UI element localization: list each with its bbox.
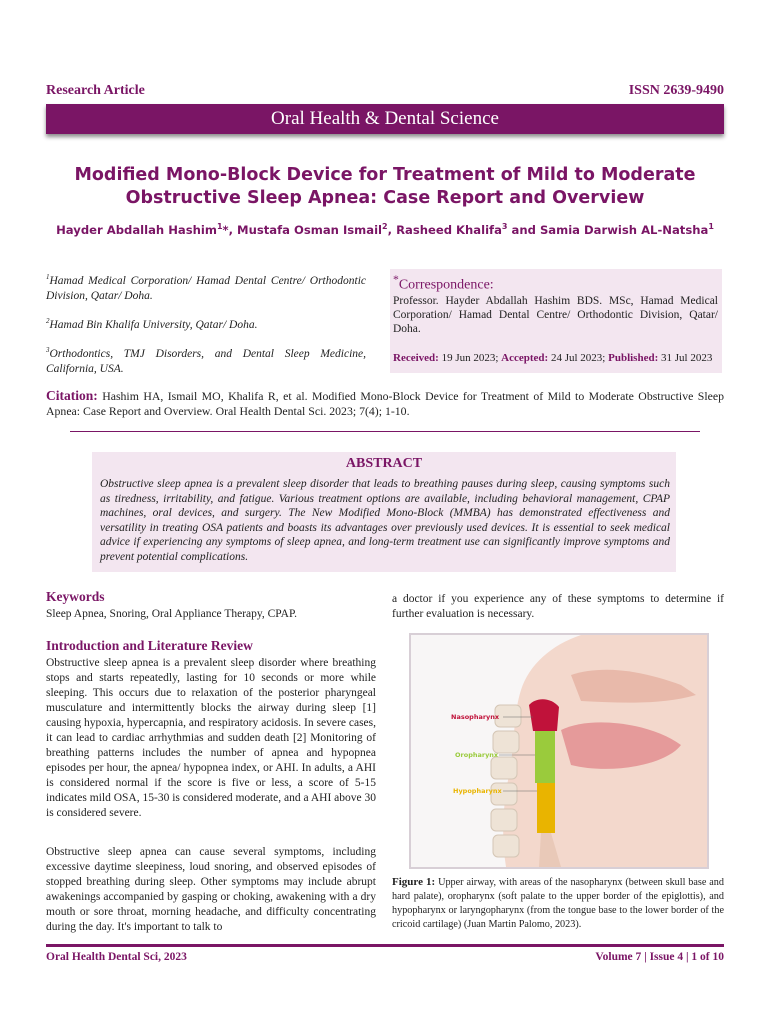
article-title bbox=[60, 164, 710, 210]
title-line-2: Obstructive Sleep Apnea: Case Report and Overview bbox=[125, 188, 645, 208]
abstract-text: Obstructive sleep apnea is a prevalent sleep disorder that leads to breathing pauses during sleep, causing symptoms such as tiredness, irritability, and fatigue. Various treatment options are available, including behavioral management, CPAP machines, oral devices, and surgery. The New Modified Mono-Block (MMBA) has demonstrated effectiveness and versatility in treating OSA patients and boasts its advantages over previously used devices. It is essential to seek medical advice if experiencing any symptoms of sleep apnea, and long-term treatment use can significantly improve symptoms and prevent potential complications. bbox=[100, 478, 670, 563]
citation-label: Citation: bbox=[46, 388, 98, 403]
abstract-heading: ABSTRACT bbox=[345, 456, 423, 471]
author-2-sup: 2 bbox=[382, 222, 388, 231]
figure-caption bbox=[392, 875, 724, 932]
title-line-1: Modified Mono-Block Device for Treatment of Mild to Moderate bbox=[74, 165, 696, 185]
label-hypopharynx: Hypopharynx bbox=[453, 787, 502, 795]
correspondence-star: * bbox=[393, 273, 399, 286]
article-type: Research Article bbox=[46, 83, 145, 98]
footer-rule bbox=[46, 944, 724, 947]
author-3-sup: 3 bbox=[501, 222, 508, 231]
intro-heading: Introduction and Literature Review bbox=[46, 638, 253, 653]
author-4: Samia Darwish AL-Natsha bbox=[539, 222, 709, 237]
figure-caption-label: Figure 1: bbox=[392, 876, 436, 888]
affiliation-3-sup: 3 bbox=[46, 346, 50, 354]
affiliation-3-text: Orthodontics, TMJ Disorders, and Dental Sleep Medicine, California, USA. bbox=[46, 347, 366, 375]
author-3: Rasheed Khalifa bbox=[396, 222, 502, 237]
received-date: 19 Jun 2023; bbox=[438, 352, 502, 364]
accepted-date: 24 Jul 2023; bbox=[548, 352, 609, 364]
top-line bbox=[46, 83, 724, 99]
affiliation-1 bbox=[46, 270, 366, 304]
published-label: Published: bbox=[608, 352, 659, 364]
affiliation-1-sup: 1 bbox=[46, 273, 50, 281]
author-and: and bbox=[507, 222, 540, 237]
intro-paragraph-3: a doctor if you experience any of these symptoms to determine if further evaluation is necessary. bbox=[392, 593, 724, 620]
label-oropharynx: Oropharynx bbox=[455, 751, 499, 759]
airway-figure bbox=[409, 633, 709, 869]
author-4-sup: 1 bbox=[708, 222, 714, 231]
received-label: Received: bbox=[393, 352, 439, 364]
citation-text: Hashim HA, Ismail MO, Khalifa R, et al. Modified Mono-Block Device for Treatment of Mild to Moderate Obstructive Sleep Apnea: Case Report and Overview. Oral Health Dental Sci. 2023; 7(4); 1-10. bbox=[46, 389, 724, 418]
footer bbox=[46, 951, 724, 963]
author-list bbox=[40, 222, 730, 237]
published-date: 31 Jul 2023 bbox=[658, 352, 713, 364]
citation bbox=[46, 388, 724, 419]
author-sep: , bbox=[387, 222, 397, 237]
figure-caption-text: Upper airway, with areas of the nasopharynx (between skull base and hard palate), oropharynx (soft palate to the upper border of the epiglottis), and hypopharynx or laryngopharynx (from the tongue base to the lower border of the cricoid cartilage) (Juan Martin Palomo, 2023). bbox=[392, 877, 724, 930]
footer-journal: Oral Health Dental Sci, 2023 bbox=[46, 951, 187, 963]
affiliation-2-text: Hamad Bin Khalifa University, Qatar/ Doha. bbox=[49, 318, 258, 331]
airway-illustration bbox=[411, 635, 707, 867]
correspondence-heading-text: Correspondence: bbox=[398, 277, 494, 293]
intro-paragraph-1: Obstructive sleep apnea is a prevalent sleep disorder where breathing stops and starts repeatedly, lasting for 10 seconds or more while sleeping. This occurs due to relaxation of the posterior pharyngeal musculature and intermittently blocks the airway during sleep [1] causing hypoxia, hypercapnia, and respiratory acidosis. In severe cases, it can lead to cardiac arrhythmias and sudden death [2] Monitoring of breathing patterns includes the number of apnea and hypopnea episodes per hour, the apnea/ hypopnea index, or AHI. In adults, a AHI is considered normal if the score is five or less, a score of 5-15 indicates mild OSA, 15-30 is considered moderate, and a AHI above 30 is considered severe. bbox=[46, 657, 376, 819]
correspondence-heading bbox=[393, 273, 494, 294]
affiliation-1-text: Hamad Medical Corporation/ Hamad Dental Centre/ Orthodontic Division, Qatar/ Doha. bbox=[46, 274, 366, 302]
oropharynx-region bbox=[535, 731, 555, 783]
author-2: Mustafa Osman Ismail bbox=[237, 222, 383, 237]
accepted-label: Accepted: bbox=[501, 352, 549, 364]
label-nasopharynx: Nasopharynx bbox=[451, 713, 500, 721]
article-dates bbox=[393, 352, 723, 364]
affiliation-2-sup: 2 bbox=[46, 317, 50, 325]
footer-pagination: Volume 7 | Issue 4 | 1 of 10 bbox=[595, 951, 724, 963]
author-1: Hayder Abdallah Hashim bbox=[56, 222, 217, 237]
journal-banner: Oral Health & Dental Science bbox=[46, 104, 724, 134]
issn: ISSN 2639-9490 bbox=[628, 83, 724, 98]
nasopharynx-region bbox=[529, 699, 559, 731]
correspondence-text: Professor. Hayder Abdallah Hashim BDS. MSc, Hamad Medical Corporation/ Hamad Dental Centre/ Orthodontic Division, Qatar/ Doha. bbox=[393, 295, 718, 335]
affiliation-2 bbox=[46, 314, 366, 333]
intro-paragraph-2: Obstructive sleep apnea can cause several symptoms, including excessive daytime sleepiness, loud snoring, and observed episodes of stopped breathing during sleep. Other symptoms may include abrupt awakenings accompanied by gasping or choking, awakening with a dry mouth or sore throat, morning headache, and difficulty concentrating during the day. It's important to talk to bbox=[46, 846, 376, 933]
affiliation-3 bbox=[46, 343, 366, 377]
keywords-text: Sleep Apnea, Snoring, Oral Appliance Therapy, CPAP. bbox=[46, 608, 297, 620]
hypopharynx-region bbox=[537, 783, 555, 833]
divider bbox=[70, 431, 700, 432]
author-1-star: *, bbox=[222, 222, 238, 237]
keywords-heading: Keywords bbox=[46, 589, 105, 604]
author-1-sup: 1 bbox=[216, 222, 223, 231]
